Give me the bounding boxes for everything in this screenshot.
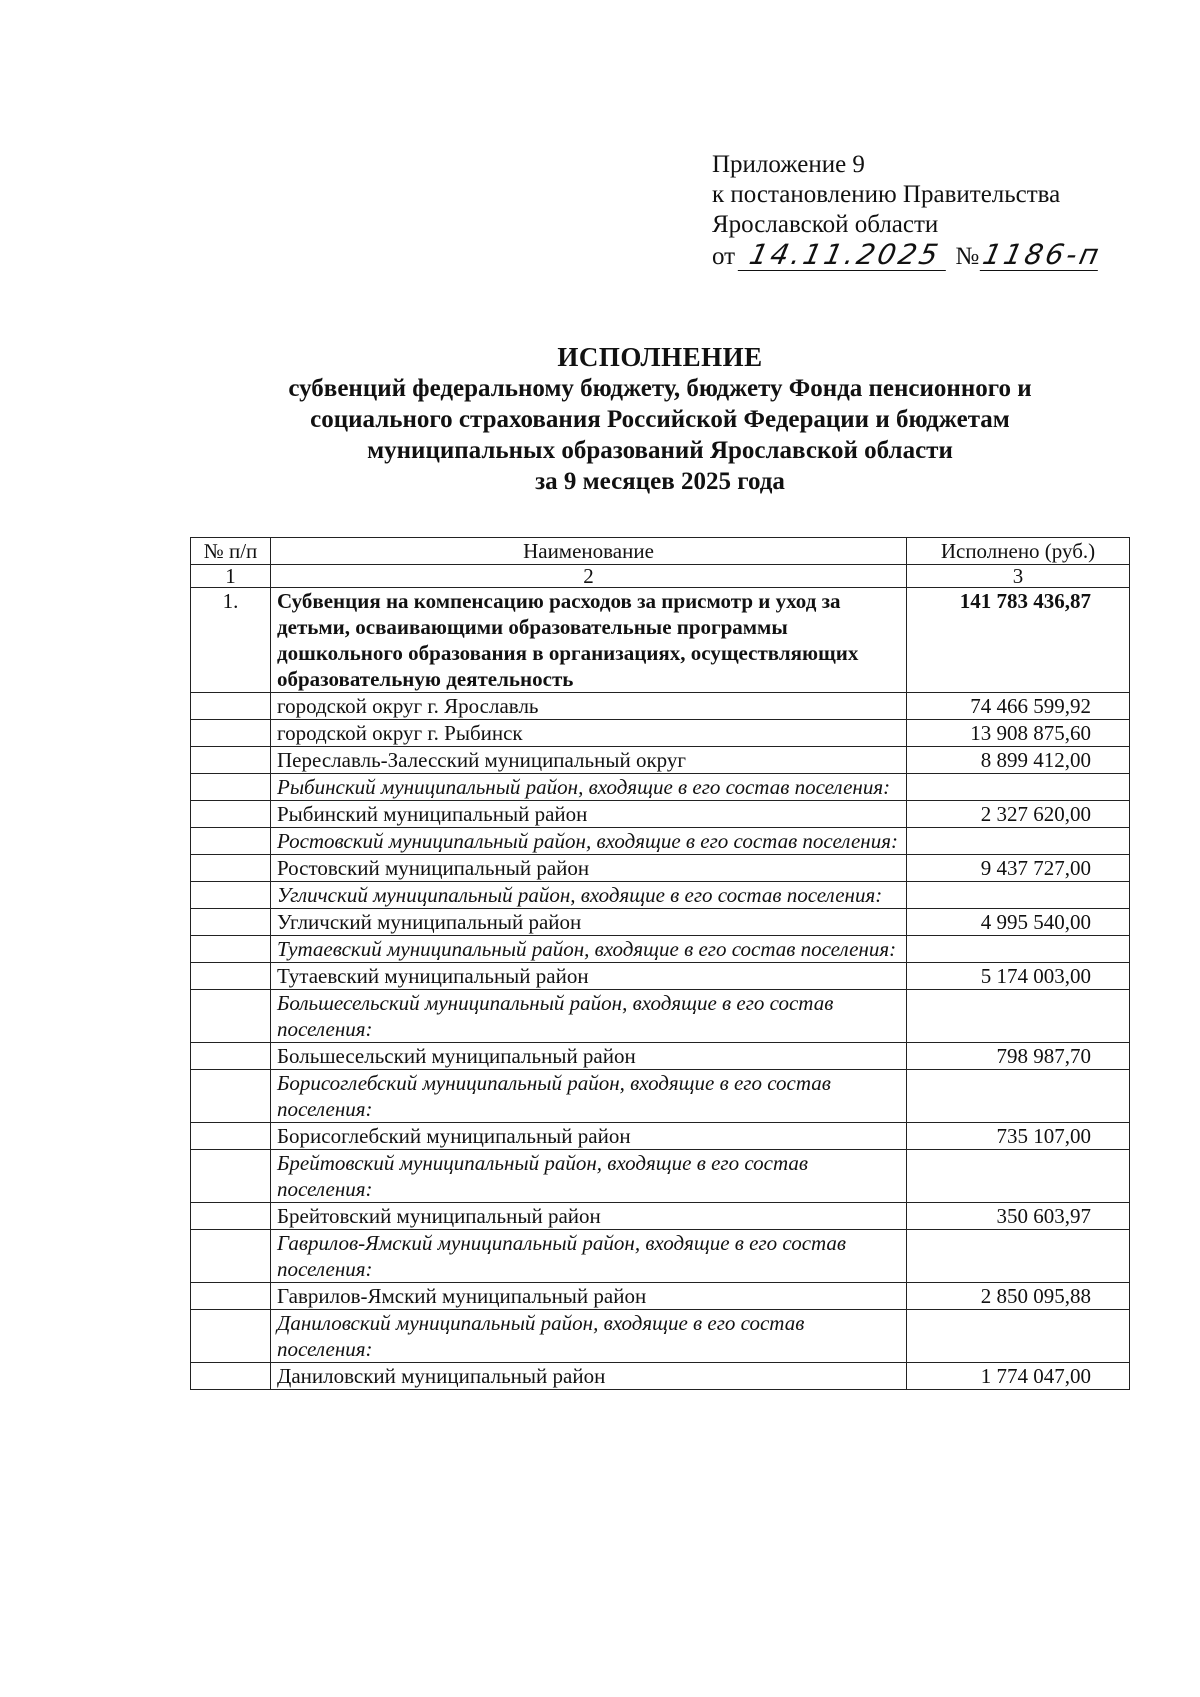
row-amount — [907, 774, 1130, 801]
row-amount: 798 987,70 — [907, 1043, 1130, 1070]
column-number-row — [191, 565, 1130, 588]
row-num-cell — [191, 1070, 271, 1123]
row-name: Рыбинский муниципальный район, входящие в его состав поселения: — [271, 774, 907, 801]
table-row — [191, 855, 1130, 882]
header-name: Наименование — [271, 538, 907, 565]
table-header-row — [191, 538, 1130, 565]
row-amount — [907, 1070, 1130, 1123]
row-amount: 1 774 047,00 — [907, 1363, 1130, 1390]
row-name: Ростовский муниципальный район, входящие в его состав поселения: — [271, 828, 907, 855]
table-row — [191, 828, 1130, 855]
row-name: Тутаевский муниципальный район, входящие в его состав поселения: — [271, 936, 907, 963]
row-name: Рыбинский муниципальный район — [271, 801, 907, 828]
section-amount: 141 783 436,87 — [907, 588, 1130, 693]
table-row — [191, 990, 1130, 1043]
title-line-4: муниципальных образований Ярославской области — [367, 437, 953, 464]
table-row — [191, 774, 1130, 801]
row-num-cell — [191, 936, 271, 963]
row-amount: 13 908 875,60 — [907, 720, 1130, 747]
row-amount: 350 603,97 — [907, 1203, 1130, 1230]
row-name: Борисоглебский муниципальный район, входящие в его состав поселения: — [271, 1070, 907, 1123]
appendix-line-2: к постановлению Правительства — [712, 181, 1061, 208]
table-row — [191, 1043, 1130, 1070]
section-name: Субвенция на компенсацию расходов за присмотр и уход за детьми, осваивающими образовательные программы дошкольного образования в организациях, осуществляющих образовательную деятельность — [271, 588, 907, 693]
table-row — [191, 1070, 1130, 1123]
title-line-5: за 9 месяцев 2025 года — [535, 468, 785, 495]
row-name: Большесельский муниципальный район, входящие в его состав поселения: — [271, 990, 907, 1043]
title-line-1: ИСПОЛНЕНИЕ — [557, 342, 763, 372]
header-amount: Исполнено (руб.) — [907, 538, 1130, 565]
row-amount — [907, 882, 1130, 909]
table-row — [191, 801, 1130, 828]
table-row — [191, 720, 1130, 747]
table-row — [191, 909, 1130, 936]
row-name: городской округ г. Ярославль — [271, 693, 907, 720]
row-num-cell — [191, 1283, 271, 1310]
table-row — [191, 1363, 1130, 1390]
row-num-cell — [191, 882, 271, 909]
row-num-cell — [191, 990, 271, 1043]
row-num-cell — [191, 1123, 271, 1150]
row-name: Ростовский муниципальный район — [271, 855, 907, 882]
from-label: от — [712, 243, 736, 270]
row-amount: 2 850 095,88 — [907, 1283, 1130, 1310]
table-row — [191, 963, 1130, 990]
row-name: Даниловский муниципальный район — [271, 1363, 907, 1390]
table-row — [191, 693, 1130, 720]
row-amount — [907, 1310, 1130, 1363]
row-num-cell — [191, 909, 271, 936]
row-name: Тутаевский муниципальный район — [271, 963, 907, 990]
row-num-cell — [191, 801, 271, 828]
row-name: Переславль-Залесский муниципальный округ — [271, 747, 907, 774]
document-title — [190, 342, 1130, 497]
column-number-3: 3 — [907, 565, 1130, 588]
row-name: Гаврилов-Ямский муниципальный район, входящие в его состав поселения: — [271, 1230, 907, 1283]
row-num-cell — [191, 747, 271, 774]
row-num-cell — [191, 855, 271, 882]
row-num-cell — [191, 1310, 271, 1363]
row-name: Гаврилов-Ямский муниципальный район — [271, 1283, 907, 1310]
row-amount — [907, 936, 1130, 963]
row-num-cell — [191, 1203, 271, 1230]
row-amount: 74 466 599,92 — [907, 693, 1130, 720]
row-num-cell — [191, 828, 271, 855]
row-name: Брейтовский муниципальный район — [271, 1203, 907, 1230]
table-row — [191, 1283, 1130, 1310]
row-num-cell — [191, 963, 271, 990]
row-num-cell — [191, 1363, 271, 1390]
row-amount — [907, 828, 1130, 855]
table-row — [191, 1310, 1130, 1363]
row-name: Борисоглебский муниципальный район — [271, 1123, 907, 1150]
row-amount: 5 174 003,00 — [907, 963, 1130, 990]
row-amount: 9 437 727,00 — [907, 855, 1130, 882]
column-number-2: 2 — [271, 565, 907, 588]
column-number-1: 1 — [191, 565, 271, 588]
table-body — [191, 588, 1130, 1390]
execution-table — [190, 537, 1130, 1390]
header-num: № п/п — [191, 538, 271, 565]
row-num-cell — [191, 774, 271, 801]
row-name: Большесельский муниципальный район — [271, 1043, 907, 1070]
number-label: № — [955, 243, 980, 270]
table-row — [191, 882, 1130, 909]
title-line-2: субвенций федеральному бюджету, бюджету Фонда пенсионного и — [288, 375, 1032, 402]
row-amount: 8 899 412,00 — [907, 747, 1130, 774]
row-name: городской округ г. Рыбинск — [271, 720, 907, 747]
handwritten-date: 14.11.2025 — [738, 240, 953, 271]
table-row — [191, 1203, 1130, 1230]
row-num-cell — [191, 1230, 271, 1283]
table-row — [191, 936, 1130, 963]
row-name: Брейтовский муниципальный район, входящие в его состав поселения: — [271, 1150, 907, 1203]
row-amount — [907, 1230, 1130, 1283]
appendix-header — [712, 150, 1105, 272]
table-row — [191, 1230, 1130, 1283]
row-amount: 735 107,00 — [907, 1123, 1130, 1150]
handwritten-number: 1186-п — [980, 238, 1105, 271]
row-amount: 4 995 540,00 — [907, 909, 1130, 936]
appendix-line-4 — [712, 238, 1105, 272]
table-row — [191, 747, 1130, 774]
title-line-3: социального страхования Российской Федерации и бюджетам — [310, 406, 1010, 433]
row-num-cell — [191, 1150, 271, 1203]
row-amount: 2 327 620,00 — [907, 801, 1130, 828]
table-row — [191, 1123, 1130, 1150]
row-num-cell — [191, 1043, 271, 1070]
appendix-line-1: Приложение 9 — [712, 151, 865, 178]
row-num-cell — [191, 720, 271, 747]
table-row — [191, 1150, 1130, 1203]
row-num-cell — [191, 693, 271, 720]
row-name: Даниловский муниципальный район, входящие в его состав поселения: — [271, 1310, 907, 1363]
appendix-line-3: Ярославской области — [712, 211, 939, 238]
row-amount — [907, 1150, 1130, 1203]
row-name: Угличский муниципальный район — [271, 909, 907, 936]
row-name: Угличский муниципальный район, входящие в его состав поселения: — [271, 882, 907, 909]
section-num: 1. — [191, 588, 271, 693]
section-row — [191, 588, 1130, 693]
row-amount — [907, 990, 1130, 1043]
